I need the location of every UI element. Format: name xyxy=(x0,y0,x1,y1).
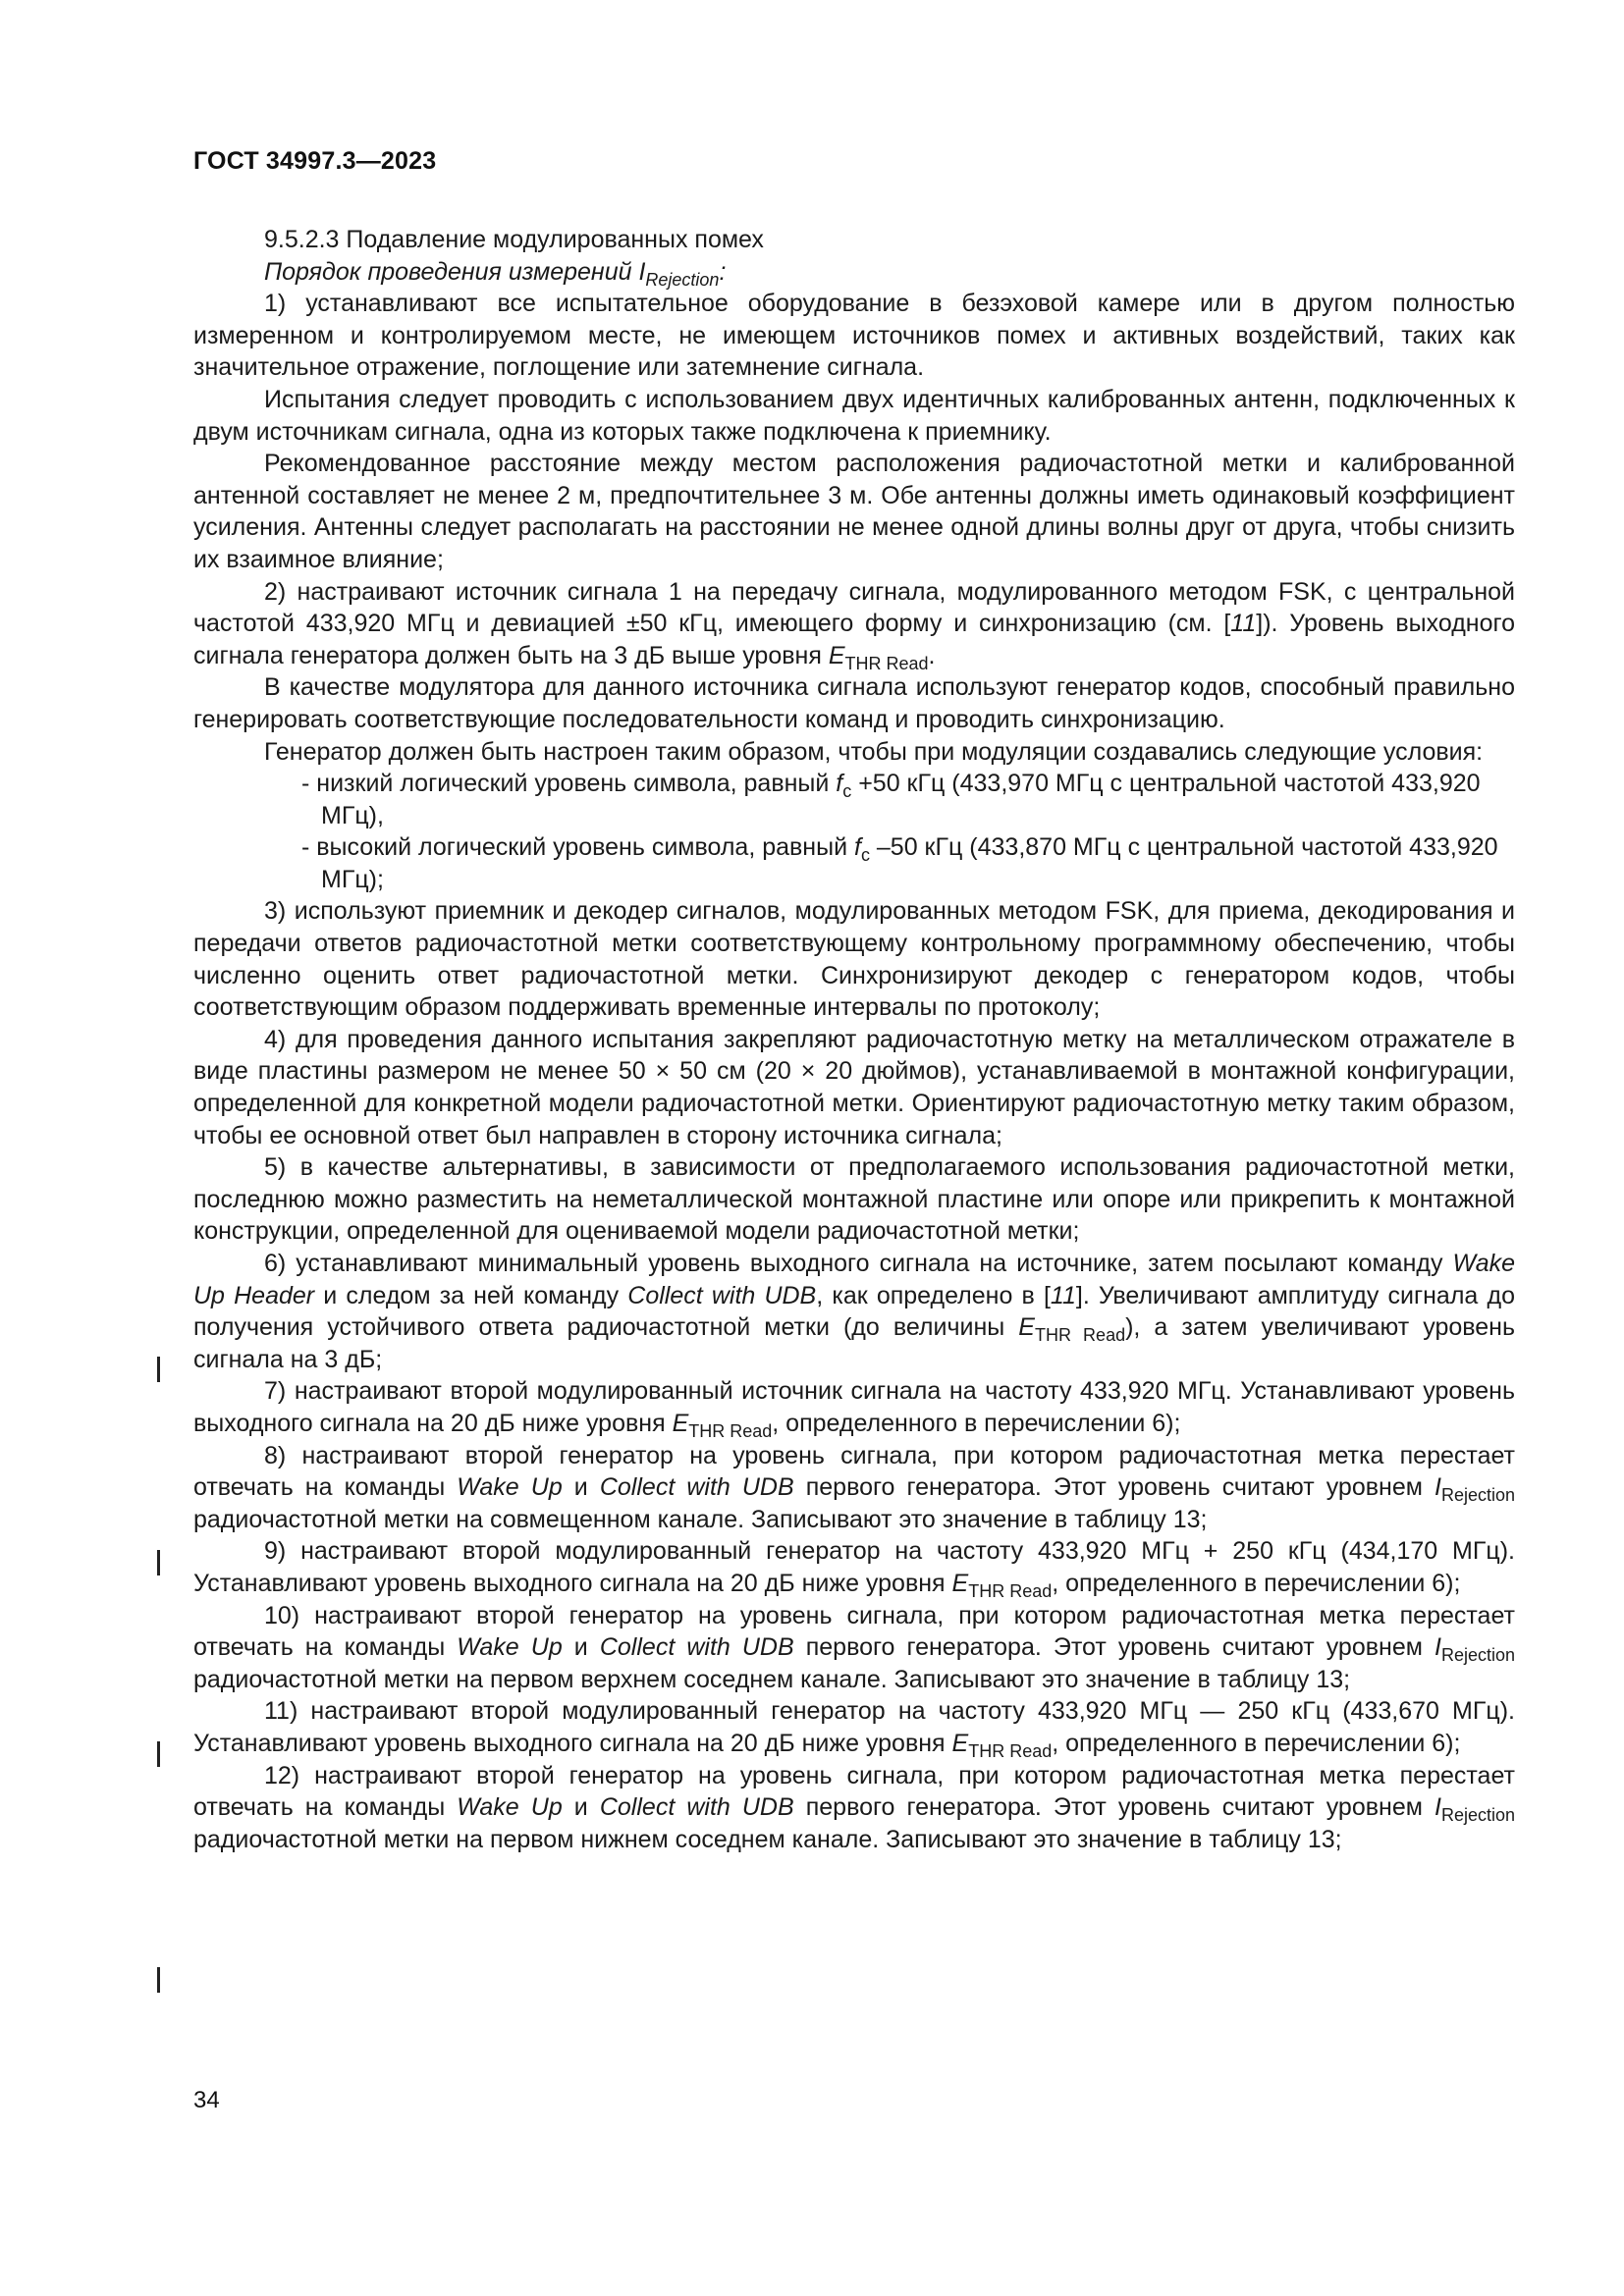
change-marker xyxy=(157,1741,160,1767)
list-item: - высокий логический уровень символа, равный $f_c$ –50 кГц (433,870 МГц с центральной частотой 433,920 МГц); xyxy=(301,833,1498,893)
paragraph: 6) устанавливают минимальный уровень выходного сигнала на источнике, затем посылают команду Wake Up Header и следом за ней команду Collect with UDB, как определено в [11]. Увеличивают амплитуду сигнала до получения устойчивого ответа радиочастотной метки (до величины $E_{THR Read}$), а затем увеличивают уровень сигнала на 3 дБ; xyxy=(193,1250,1515,1373)
paragraph: 11) настраивают второй модулированный генератор на частоту 433,920 МГц — 250 кГц (433,670 МГц). Устанавливают уровень выходного сигнала на 20 дБ ниже уровня $E_{THR Read}$, определенного в перечислении 6); xyxy=(193,1697,1515,1761)
change-marker xyxy=(157,1357,160,1382)
change-marker xyxy=(157,1550,160,1575)
list-item: - низкий логический уровень символа, равный $f_c +50$ кГц (433,970 МГц с центральной частотой 433,920 МГц), xyxy=(301,770,1481,829)
paragraph: 5) в качестве альтернативы, в зависимости от предполагаемого использования радиочастотной метки, последнюю можно разместить на неметаллической монтажной пластине или опоре или прикрепить к монтажной конструкции, определенной для оцениваемой модели радиочастотной метки; xyxy=(193,1153,1515,1246)
paragraph: 7) настраивают второй модулированный источник сигнала на частоту 433,920 МГц. Устанавливают уровень выходного сигнала на 20 дБ ниже уровня $E_{THR Read}$, определенного в перечислении 6); xyxy=(193,1377,1515,1441)
paragraph: 12) настраивают второй генератор на уровень сигнала, при котором радиочастотная метка перестает отвечать на команды Wake Up и Collect with UDB первого генератора. Этот уровень считают уровнем $I_{Rejection}$ радиочастотной метки на первом нижнем соседнем канале. Записывают это значение в таблицу 13; xyxy=(193,1761,1515,1853)
paragraph: 9) настраивают второй модулированный генератор на частоту 433,920 МГц + 250 кГц (434,170 МГц). Устанавливают уровень выходного сигнала на 20 дБ ниже уровня $E_{THR Read}$, определенного в перечислении 6); xyxy=(193,1537,1515,1601)
paragraph: 8) настраивают второй генератор на уровень сигнала, при котором радиочастотная метка перестает отвечать на команды Wake Up и Collect with UDB первого генератора. Этот уровень считают уровнем $I_{Rejection}$ радиочастотной метки на совмещенном канале. Записывают это значение в таблицу 13; xyxy=(193,1441,1515,1533)
paragraph: 3) используют приемник и декодер сигналов, модулированных методом FSK, для приема, декодирования и передачи ответов радиочастотной метки соответствующему контрольному программному обеспечению, чтобы численно оценить ответ радиочастотной метки. Синхронизируют декодер с генератором кодов, чтобы соответствующим образом поддерживать временные интервалы по протоколу; xyxy=(193,897,1515,1022)
document-code: ГОСТ 34997.3—2023 xyxy=(193,147,437,175)
paragraph: 2) настраивают источник сигнала 1 на передачу сигнала, модулированного методом FSK, с центральной частотой 433,920 МГц и девиацией ±50 кГц, имеющего форму и синхронизацию (см. [11]). Уровень выходного сигнала генератора должен быть на 3 дБ выше уровня $E_{THR Read}$. xyxy=(193,577,1515,673)
document-body xyxy=(193,224,1515,1855)
paragraph: Рекомендованное расстояние между местом расположения радиочастотной метки и калиброванной антенной составляет не менее 2 м, предпочтительнее 3 м. Обе антенны должны иметь одинаковый коэффициент усиления. Антенны следует располагать на расстоянии не менее одной длины волны друг от друга, чтобы снизить их взаимное влияние; xyxy=(193,450,1515,573)
section-title: 9.5.2.3 Подавление модулированных помех xyxy=(264,226,764,253)
paragraph: Генератор должен быть настроен таким образом, чтобы при модуляции создавались следующие условия: xyxy=(264,737,1484,766)
page-number: 34 xyxy=(193,2087,220,2113)
procedure-heading: Порядок проведения измерений $I_{Rejection}$: xyxy=(264,257,727,290)
paragraph: Испытания следует проводить с использованием двух идентичных калиброванных антенн, подключенных к двум источникам сигнала, одна из которых также подключена к приемнику. xyxy=(193,385,1515,446)
paragraph: В качестве модулятора для данного источника сигнала используют генератор кодов, способный правильно генерировать соответствующие последовательности команд и проводить синхронизацию. xyxy=(193,673,1515,733)
paragraph: 10) настраивают второй генератор на уровень сигнала, при котором радиочастотная метка перестает отвечать на команды Wake Up и Collect with UDB первого генератора. Этот уровень считают уровнем $I_{Rejection}$ радиочастотной метки на первом верхнем соседнем канале. Записывают это значение в таблицу 13; xyxy=(193,1601,1515,1693)
change-marker xyxy=(157,1967,160,1993)
paragraph: 1) устанавливают все испытательное оборудование в безэховой камере или в другом полностью измеренном и контролируемом месте, не имеющем источников помех и активных воздействий, таких как значительное отражение, поглощение или затемнение сигнала. xyxy=(193,290,1515,382)
paragraph: 4) для проведения данного испытания закрепляют радиочастотную метку на металлическом отражателе в виде пластины размером не менее 50 × 50 см (20 × 20 дюймов), устанавливаемой в монтажной конфигурации, определенной для конкретной модели радиочастотной метки. Ориентируют радиочастотную метку таким образом, чтобы ее основной ответ был направлен в сторону источника сигнала; xyxy=(193,1025,1515,1149)
